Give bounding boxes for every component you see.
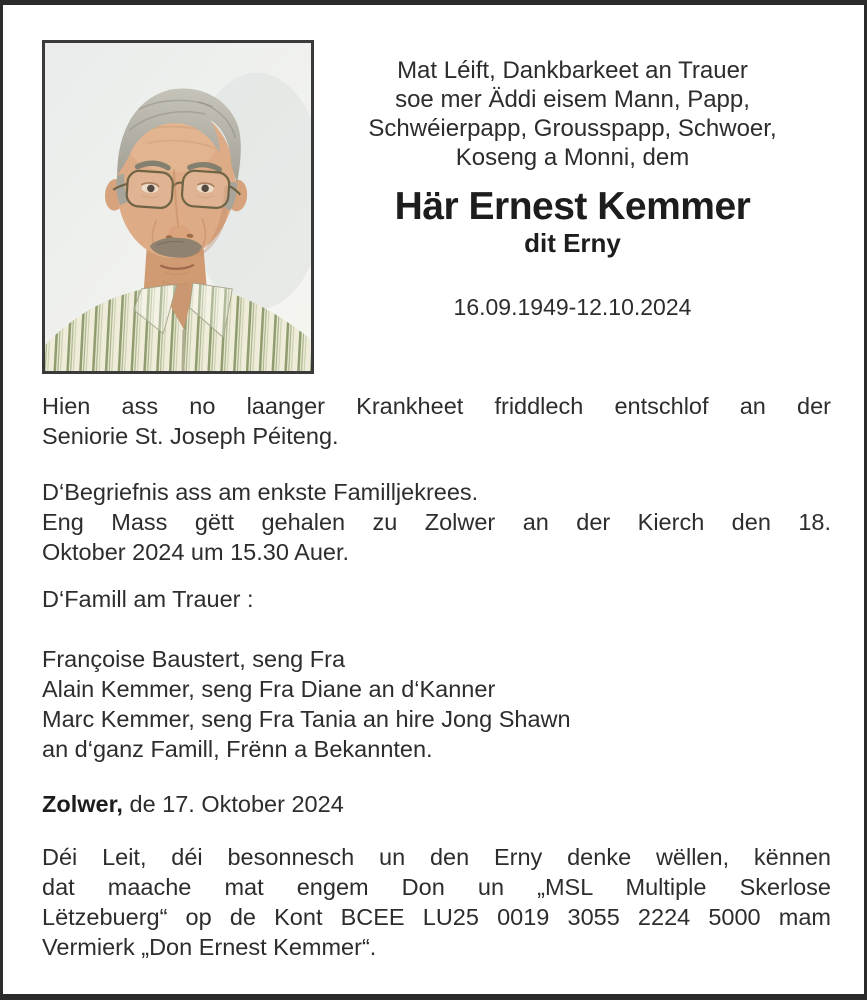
- intro-line: Mat Léift, Dankbarkeet an Trauer: [397, 57, 748, 84]
- notice-body: [3, 374, 864, 962]
- deceased-name: Här Ernest Kemmer: [394, 185, 751, 228]
- family-member: Marc Kemmer, seng Fra Tania an hire Jong Shawn: [42, 706, 571, 732]
- deceased-nickname: dit Erny: [524, 228, 621, 258]
- body-line: dat maache mat engem Don un „MSL Multiple Skerlose: [42, 874, 831, 900]
- header-section: [3, 5, 864, 374]
- intro-line: Koseng a Monni, dem: [455, 144, 690, 171]
- life-dates: 16.09.1949-12.10.2024: [453, 294, 692, 320]
- body-line: Lëtzebuerg“ op de Kont BCEE LU25 0019 3055 2224 5000 mam: [42, 904, 831, 930]
- intro-line: Schwéierpapp, Grousspapp, Schwoer,: [368, 115, 777, 142]
- family-list: [42, 644, 831, 764]
- body-line: Eng Mass gëtt gehalen zu Zolwer an der Kierch den 18.: [42, 509, 831, 535]
- funeral-paragraph: [42, 477, 831, 567]
- body-line: Hien ass no laanger Krankheet friddlech entschlof an der: [42, 393, 831, 419]
- dateline: [42, 789, 831, 819]
- dateline-date: de 17. Oktober 2024: [122, 791, 344, 817]
- dateline-city: Zolwer,: [42, 791, 123, 817]
- body-line: Déi Leit, déi besonnesch un den Erny denke wëllen, kënnen: [42, 844, 831, 870]
- intro-section: [314, 40, 831, 374]
- death-announcement-paragraph: [42, 391, 831, 451]
- shirt-placket: [183, 330, 184, 371]
- family-member: Alain Kemmer, seng Fra Diane an d‘Kanner: [42, 676, 496, 702]
- family-member: Françoise Baustert, seng Fra: [42, 646, 346, 672]
- portrait-illustration: [45, 43, 311, 371]
- portrait-photo: [42, 40, 314, 374]
- body-line: D‘Begriefnis ass am enkste Familljekrees.: [42, 479, 479, 505]
- family-member: an d‘ganz Famill, Frënn a Bekannten.: [42, 736, 433, 762]
- body-line: Seniorie St. Joseph Péiteng.: [42, 423, 339, 449]
- donation-paragraph: [42, 842, 831, 962]
- body-line: Oktober 2024 um 15.30 Auer.: [42, 539, 350, 565]
- body-line: D‘Famill am Trauer :: [42, 586, 254, 612]
- family-intro: [42, 584, 831, 614]
- intro-line: soe mer Äddi eisem Mann, Papp,: [395, 86, 750, 113]
- body-line: Vermierk „Don Ernest Kemmer“.: [42, 934, 377, 960]
